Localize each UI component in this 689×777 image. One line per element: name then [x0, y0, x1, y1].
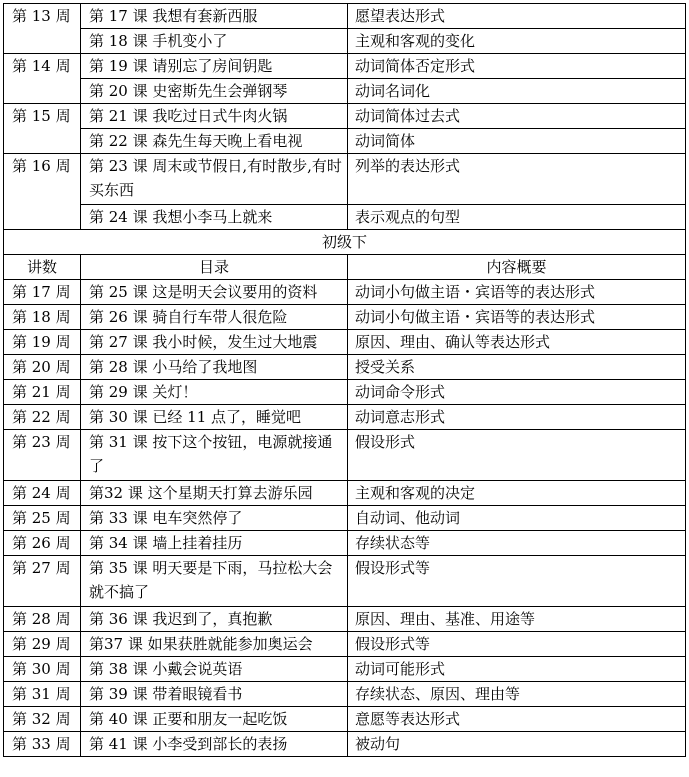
lesson-cell: 第 22 课 森先生每天晚上看电视 — [81, 129, 348, 154]
lesson-cell: 第 29 课 关灯！ — [81, 380, 348, 405]
lesson-cell: 第 30 课 已经 11 点了，睡觉吧 — [81, 405, 348, 430]
table-row — [4, 506, 686, 531]
content-cell: 自动词、他动词 — [348, 506, 686, 531]
lesson-cell: 第 27 课 我小时候，发生过大地震 — [81, 330, 348, 355]
content-cell: 列举的表达形式 — [348, 154, 686, 205]
content-cell: 授受关系 — [348, 355, 686, 380]
table-row — [4, 380, 686, 405]
content-cell: 动词意志形式 — [348, 405, 686, 430]
table-row — [4, 129, 686, 154]
table-row — [4, 682, 686, 707]
table-row — [4, 430, 686, 481]
lesson-cell: 第 41 课 小李受到部长的表扬 — [81, 732, 348, 757]
lesson-cell: 第 20 课 史密斯先生会弹钢琴 — [81, 79, 348, 104]
week-cell: 第 23 周 — [4, 430, 81, 481]
content-cell: 意愿等表达形式 — [348, 707, 686, 732]
content-cell: 假设形式 — [348, 430, 686, 481]
week-cell: 第 22 周 — [4, 405, 81, 430]
lesson-cell: 第 36 课 我迟到了，真抱歉 — [81, 607, 348, 632]
content-cell: 动词简体否定形式 — [348, 54, 686, 79]
lesson-cell: 第 25 课 这是明天会议要用的资料 — [81, 280, 348, 305]
week-cell: 第 30 周 — [4, 657, 81, 682]
table-row — [4, 732, 686, 757]
table-row — [4, 29, 686, 54]
content-cell: 动词小句做主语・宾语等的表达形式 — [348, 305, 686, 330]
table-row — [4, 280, 686, 305]
content-cell: 假设形式等 — [348, 556, 686, 607]
lesson-cell: 第 23 课 周末或节假日,有时散步,有时买东西 — [81, 154, 348, 205]
lesson-cell: 第 24 课 我想小李马上就来 — [81, 205, 348, 230]
lesson-cell: 第 34 课 墙上挂着挂历 — [81, 531, 348, 556]
header-summary: 内容概要 — [348, 255, 686, 280]
lesson-cell: 第 35 课 明天要是下雨，马拉松大会就不搞了 — [81, 556, 348, 607]
table-row — [4, 54, 686, 79]
table-row — [4, 330, 686, 355]
week-cell: 第 28 周 — [4, 607, 81, 632]
content-cell: 愿望表达形式 — [348, 4, 686, 29]
week-cell: 第 26 周 — [4, 531, 81, 556]
lesson-cell: 第 26 课 骑自行车带人很危险 — [81, 305, 348, 330]
lesson-cell: 第 21 课 我吃过日式牛肉火锅 — [81, 104, 348, 129]
week-cell: 第 33 周 — [4, 732, 81, 757]
table-row — [4, 154, 686, 205]
table-row — [4, 104, 686, 129]
week-cell: 第 32 周 — [4, 707, 81, 732]
week-cell: 第 16 周 — [4, 154, 81, 230]
lesson-cell: 第 18 课 手机变小了 — [81, 29, 348, 54]
content-cell: 主观和客观的决定 — [348, 481, 686, 506]
week-cell: 第 13 周 — [4, 4, 81, 54]
lesson-cell: 第 39 课 带着眼镜看书 — [81, 682, 348, 707]
content-cell: 动词名词化 — [348, 79, 686, 104]
week-cell: 第 21 周 — [4, 380, 81, 405]
lesson-cell: 第 17 课 我想有套新西服 — [81, 4, 348, 29]
lesson-cell: 第 40 课 正要和朋友一起吃饭 — [81, 707, 348, 732]
week-cell: 第 14 周 — [4, 54, 81, 104]
lesson-cell: 第 33 课 电车突然停了 — [81, 506, 348, 531]
week-cell: 第 31 周 — [4, 682, 81, 707]
content-cell: 表示观点的句型 — [348, 205, 686, 230]
content-cell: 原因、理由、确认等表达形式 — [348, 330, 686, 355]
content-cell: 假设形式等 — [348, 632, 686, 657]
table-row — [4, 531, 686, 556]
section-title: 初级下 — [4, 230, 686, 255]
table-row — [4, 607, 686, 632]
week-cell: 第 24 周 — [4, 481, 81, 506]
lesson-cell: 第32 课 这个星期天打算去游乐园 — [81, 481, 348, 506]
table-row — [4, 205, 686, 230]
week-cell: 第 20 周 — [4, 355, 81, 380]
week-cell: 第 15 周 — [4, 104, 81, 154]
content-cell: 被动句 — [348, 732, 686, 757]
week-cell: 第 18 周 — [4, 305, 81, 330]
week-cell: 第 19 周 — [4, 330, 81, 355]
table-row — [4, 4, 686, 29]
lesson-cell: 第 31 课 按下这个按钮，电源就接通了 — [81, 430, 348, 481]
lesson-cell: 第37 课 如果获胜就能参加奥运会 — [81, 632, 348, 657]
week-cell: 第 25 周 — [4, 506, 81, 531]
table-row — [4, 355, 686, 380]
content-cell: 动词小句做主语・宾语等的表达形式 — [348, 280, 686, 305]
table-row — [4, 556, 686, 607]
week-cell: 第 17 周 — [4, 280, 81, 305]
content-cell: 存续状态等 — [348, 531, 686, 556]
week-cell: 第 27 周 — [4, 556, 81, 607]
header-week: 讲数 — [4, 255, 81, 280]
lesson-cell: 第 28 课 小马给了我地图 — [81, 355, 348, 380]
syllabus-grid — [3, 3, 686, 757]
week-cell: 第 29 周 — [4, 632, 81, 657]
table-row — [4, 481, 686, 506]
content-cell: 动词简体过去式 — [348, 104, 686, 129]
content-cell: 动词简体 — [348, 129, 686, 154]
table-row — [4, 405, 686, 430]
header-catalog: 目录 — [81, 255, 348, 280]
lesson-cell: 第 19 课 请别忘了房间钥匙 — [81, 54, 348, 79]
content-cell: 主观和客观的变化 — [348, 29, 686, 54]
table-row — [4, 707, 686, 732]
table-row — [4, 79, 686, 104]
content-cell: 动词命令形式 — [348, 380, 686, 405]
lesson-cell: 第 38 课 小戴会说英语 — [81, 657, 348, 682]
section-row — [4, 230, 686, 255]
content-cell: 动词可能形式 — [348, 657, 686, 682]
header-row — [4, 255, 686, 280]
table-row — [4, 305, 686, 330]
content-cell: 原因、理由、基准、用途等 — [348, 607, 686, 632]
table-row — [4, 657, 686, 682]
syllabus-table — [3, 3, 685, 757]
content-cell: 存续状态、原因、理由等 — [348, 682, 686, 707]
table-row — [4, 632, 686, 657]
